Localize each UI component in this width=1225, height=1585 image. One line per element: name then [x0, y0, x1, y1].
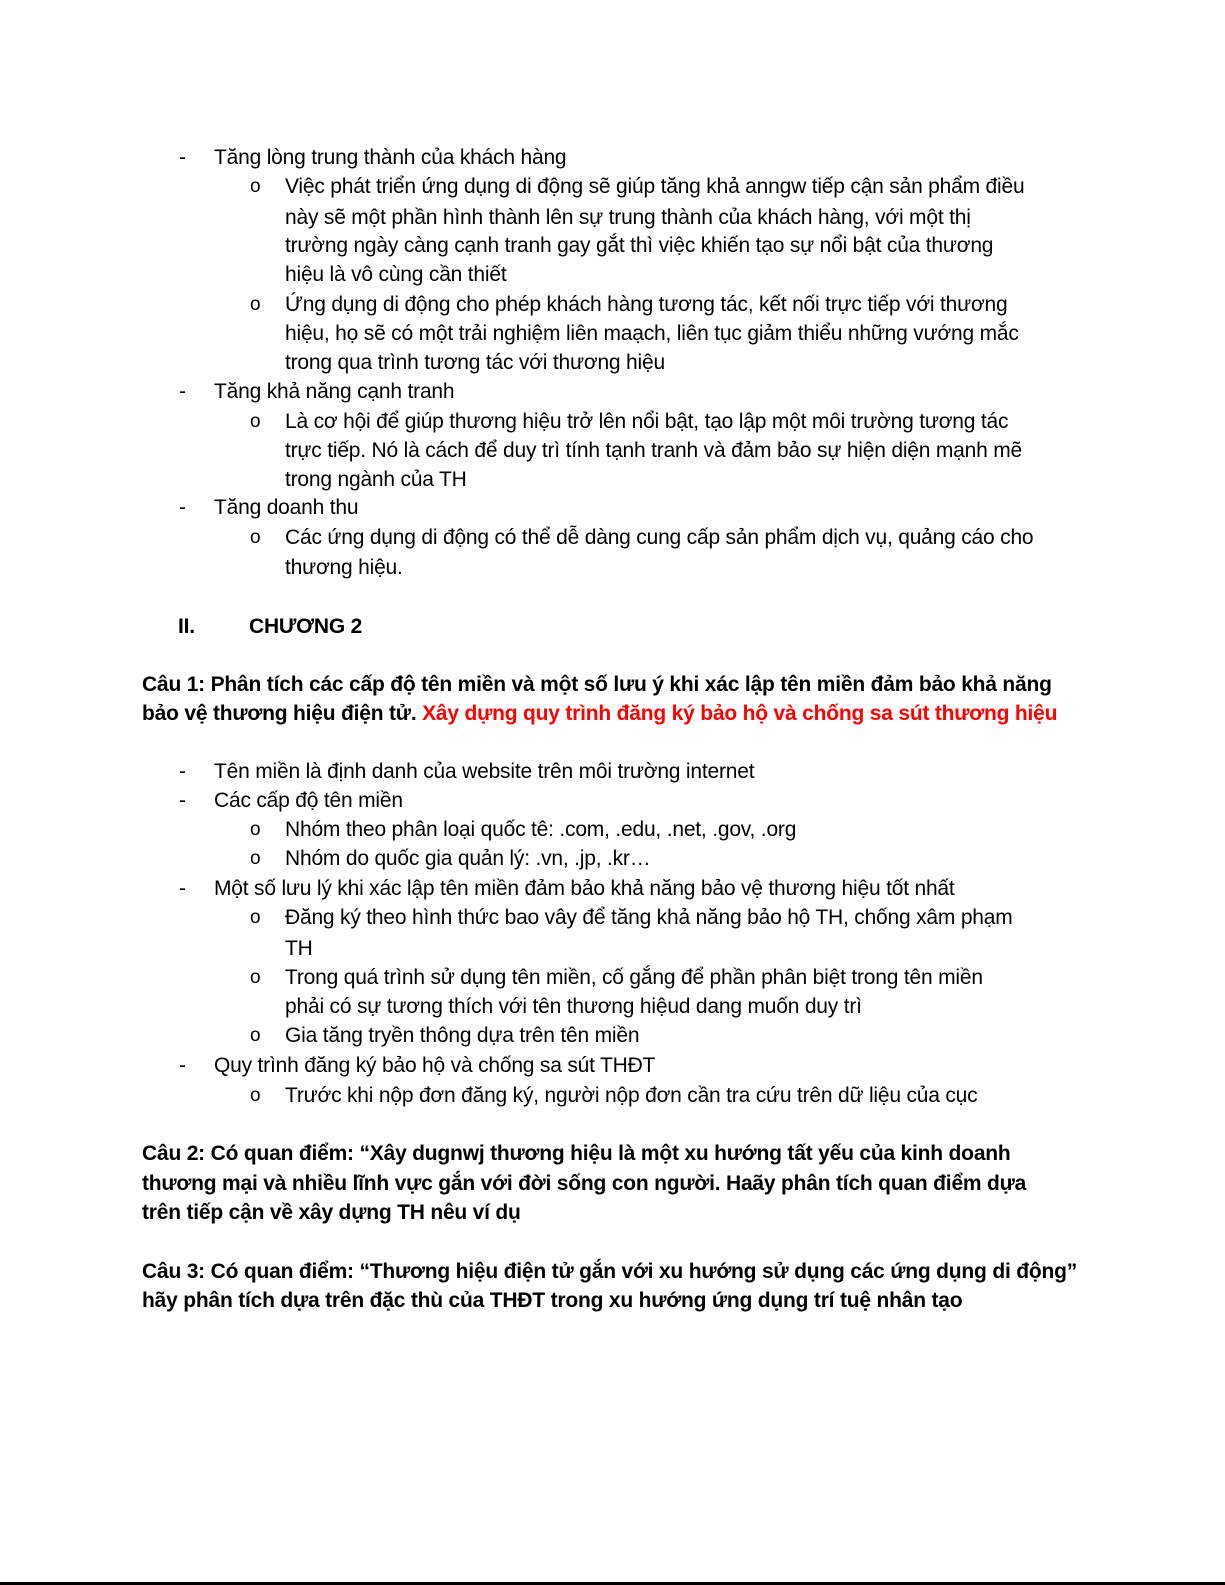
dash-bullet: - — [179, 789, 186, 812]
sub-bullet-line: này sẽ một phần hình thành lên sự trung thành của khách hàng, với một thị — [285, 206, 971, 229]
bullet-domain-definition: Tên miền là định danh của website trên môi trường internet — [214, 760, 755, 783]
sub-bullet-line: Trước khi nộp đơn đăng ký, người nộp đơn cần tra cứu trên dữ liệu của cục — [285, 1084, 978, 1107]
dash-bullet: - — [179, 496, 186, 519]
circle-bullet: o — [250, 294, 261, 315]
sub-bullet-line: Đăng ký theo hình thức bao vây để tăng khả năng bảo hộ TH, chống xâm phạm — [285, 906, 1013, 929]
sub-bullet-line: hiệu, họ sẽ có một trải nghiệm liên maạch, liên tục giảm thiểu những vướng mắc — [285, 322, 1019, 345]
dash-bullet: - — [179, 380, 186, 403]
bullet-loyalty: Tăng lòng trung thành của khách hàng — [214, 146, 567, 169]
chapter-title: CHƯƠNG 2 — [249, 615, 363, 638]
sub-bullet-line: trực tiếp. Nó là cách để duy trì tính tạnh tranh và đảm bảo sự hiện diện mạnh mẽ — [285, 439, 1023, 462]
circle-bullet: o — [250, 848, 261, 869]
dash-bullet: - — [179, 146, 186, 169]
sub-bullet-line: trong ngành của TH — [285, 468, 467, 491]
sub-bullet-line: Ứng dụng di động cho phép khách hàng tương tác, kết nối trực tiếp với thương — [285, 293, 1008, 316]
sub-bullet-line: thương hiệu. — [285, 556, 403, 579]
circle-bullet: o — [250, 967, 261, 988]
sub-bullet-line: Các ứng dụng di động có thể dễ dàng cung cấp sản phẩm dịch vụ, quảng cáo cho — [285, 526, 1034, 549]
sub-bullet-line: Gia tăng tryền thông dựa trên tên miền — [285, 1024, 640, 1047]
bullet-domain-notes: Một số lưu lý khi xác lập tên miền đảm bảo khả năng bảo vệ thương hiệu tốt nhất — [214, 877, 955, 900]
question-1-heading: Câu 1: Phân tích các cấp độ tên miền và một số lưu ý khi xác lập tên miền đảm bảo khả năng — [142, 673, 1052, 696]
sub-bullet-line: Là cơ hội để giúp thương hiệu trở lên nổi bật, tạo lập một môi trường tương tác — [285, 410, 1009, 433]
circle-bullet: o — [250, 1025, 261, 1046]
bullet-revenue: Tăng doanh thu — [214, 496, 359, 519]
question-3-heading: Câu 3: Có quan điểm: “Thương hiệu điện tử gắn với xu hướng sử dụng các ứng dụng di động” — [142, 1260, 1078, 1283]
sub-bullet-line: hiệu là vô cùng cần thiết — [285, 263, 507, 286]
circle-bullet: o — [250, 1085, 261, 1106]
sub-bullet-line: phải có sự tương thích với tên thương hiệud dang muốn duy trì — [285, 995, 862, 1018]
dash-bullet: - — [179, 877, 186, 900]
circle-bullet: o — [250, 411, 261, 432]
circle-bullet: o — [250, 527, 261, 548]
sub-bullet-line: TH — [285, 937, 313, 960]
sub-bullet-line: Nhóm theo phân loại quốc tê: .com, .edu, .net, .gov, .org — [285, 818, 797, 841]
question-3-heading: hãy phân tích dựa trên đặc thù của THĐT trong xu hướng ứng dụng trí tuệ nhân tạo — [142, 1289, 963, 1312]
chapter-number: II. — [178, 615, 195, 638]
question-1-heading-cont — [142, 699, 1057, 728]
dash-bullet: - — [179, 1054, 186, 1077]
bullet-registration-process: Quy trình đăng ký bảo hộ và chống sa sút THĐT — [214, 1054, 656, 1077]
question-2-heading: thương mại và nhiều lĩnh vực gắn với đời sống con người. Haãy phân tích quan điểm dựa — [142, 1172, 1027, 1195]
question-1-red-text: Xây dựng quy trình đăng ký bảo hộ và chống sa sút thương hiệu — [422, 702, 1058, 725]
question-2-heading: trên tiếp cận về xây dựng TH nêu ví dụ — [142, 1201, 521, 1224]
circle-bullet: o — [250, 907, 261, 928]
sub-bullet-line: trong qua trình tương tác với thương hiệu — [285, 351, 665, 374]
circle-bullet: o — [250, 819, 261, 840]
sub-bullet-line: trường ngày càng cạnh tranh gay gắt thì việc khiến tạo sự nổi bật của thương — [285, 234, 994, 257]
bullet-domain-levels: Các cấp độ tên miền — [214, 789, 403, 812]
sub-bullet-line: Việc phát triển ứng dụng di động sẽ giúp tăng khả anngw tiếp cận sản phẩm điều — [285, 175, 1025, 198]
bullet-competitiveness: Tăng khả năng cạnh tranh — [214, 380, 455, 403]
circle-bullet: o — [250, 176, 261, 197]
sub-bullet-line: Trong quá trình sử dụng tên miền, cố gắng để phần phân biệt trong tên miền — [285, 966, 983, 989]
dash-bullet: - — [179, 760, 186, 783]
question-1-black-text: bảo vệ thương hiệu điện tử. — [142, 702, 417, 725]
sub-bullet-line: Nhóm do quốc gia quản lý: .vn, .jp, .kr… — [285, 847, 651, 870]
question-2-heading: Câu 2: Có quan điểm: “Xây dugnwj thương hiệu là một xu hướng tất yếu của kinh doanh — [142, 1142, 1011, 1165]
